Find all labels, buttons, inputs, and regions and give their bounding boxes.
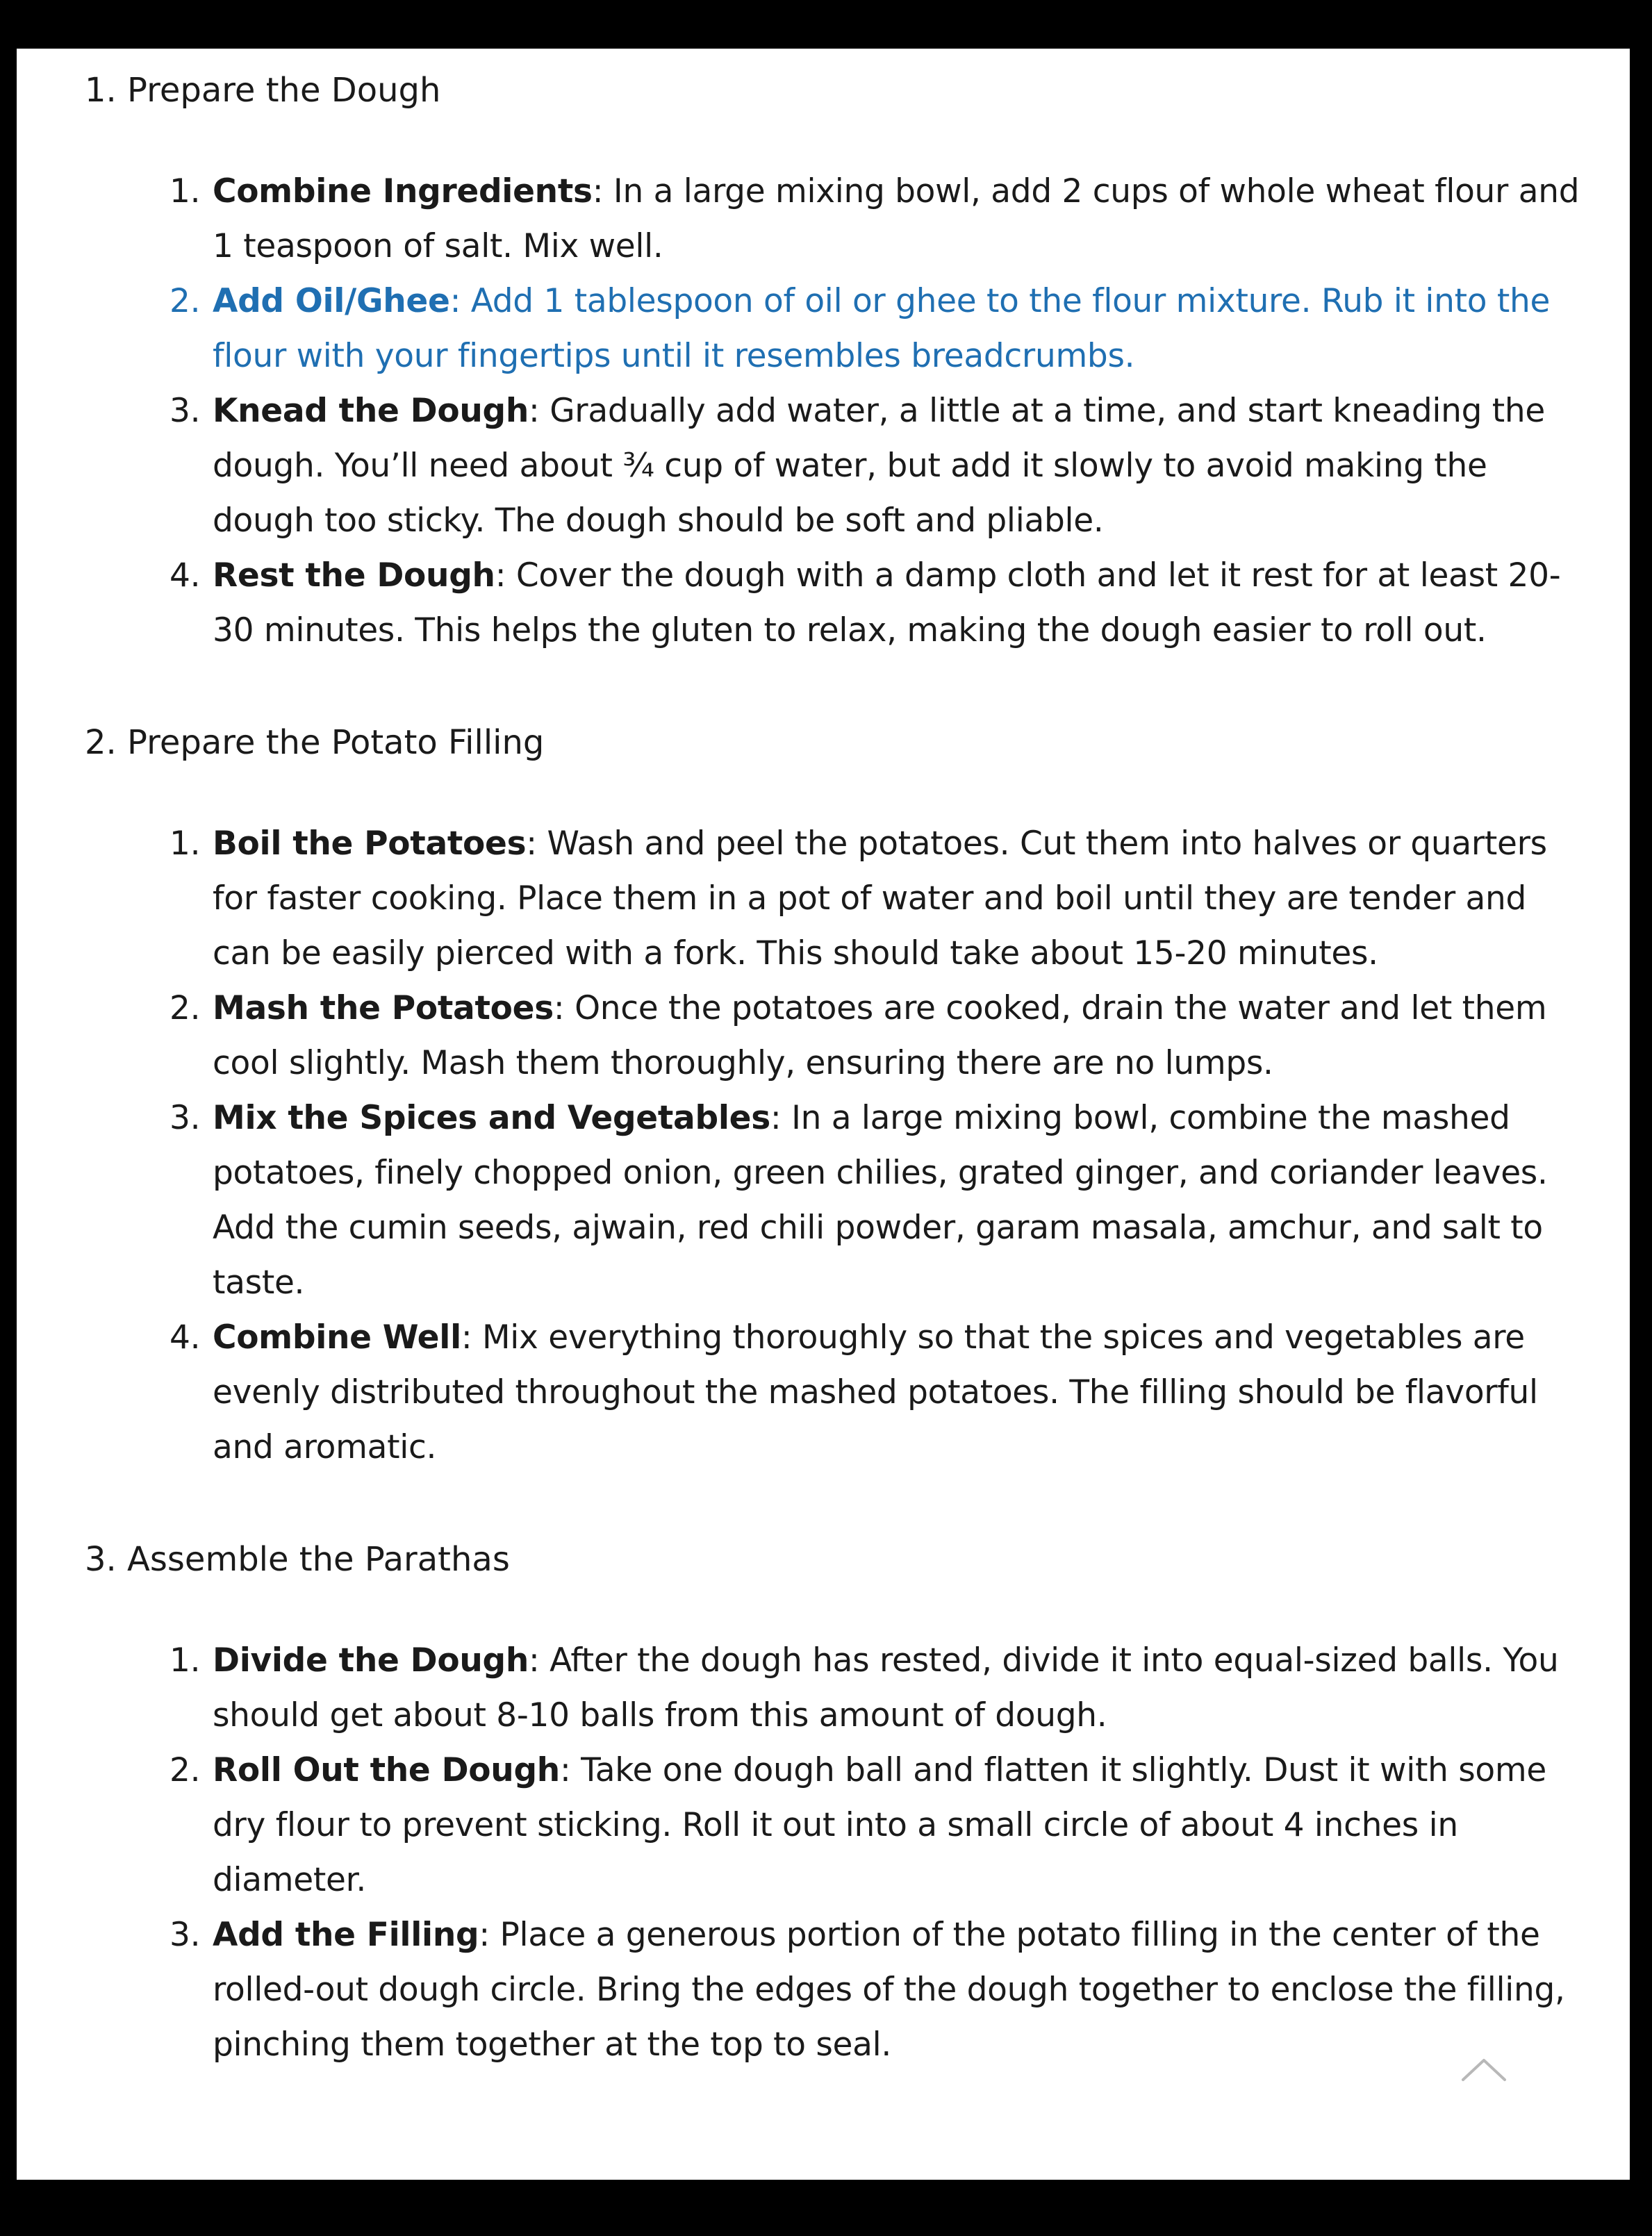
step-number: 2. bbox=[170, 1751, 201, 1789]
step-name: Divide the Dough bbox=[213, 1641, 529, 1680]
step-text: : Wash and peel the potatoes. Cut them into halves or quarters for faster cooking. Place them in a pot of water and boil until they are tender and can be easily pierced with a fork. This should take about 15-20 minutes. bbox=[213, 825, 1547, 972]
step-text: : Cover the dough with a damp cloth and let it rest for at least 20-30 minutes. This helps the gluten to relax, making the dough easier to roll out. bbox=[213, 556, 1561, 649]
step-number: 1. bbox=[170, 1641, 201, 1680]
step-number: 2. bbox=[170, 989, 201, 1027]
step-text: : In a large mixing bowl, add 2 cups of whole wheat flour and 1 teaspoon of salt. Mix well. bbox=[213, 172, 1580, 265]
list-item bbox=[170, 1907, 1592, 2072]
step-name: Mix the Spices and Vegetables bbox=[213, 1099, 770, 1137]
step-name: Combine Ingredients bbox=[213, 172, 593, 210]
step-name: Mash the Potatoes bbox=[213, 989, 554, 1027]
step-number: 3. bbox=[170, 1916, 201, 1954]
list-item bbox=[170, 274, 1592, 383]
step-name: Add the Filling bbox=[213, 1916, 479, 1954]
step-name: Knead the Dough bbox=[213, 392, 529, 430]
step-text: : Take one dough ball and flatten it slightly. Dust it with some dry flour to prevent sticking. Roll it out into a small circle of about 4 inches in diameter. bbox=[213, 1751, 1546, 1899]
chevron-up-icon bbox=[1456, 2049, 1512, 2091]
step-text: : Mix everything thoroughly so that the spices and vegetables are evenly distributed throughout the mashed potatoes. The filling should be flavorful and aromatic. bbox=[213, 1318, 1538, 1466]
step-number: 4. bbox=[170, 556, 201, 595]
step-text: : Place a generous portion of the potato filling in the center of the rolled-out dough circle. Bring the edges of the dough together to enclose the filling, pinching them together at the top to seal. bbox=[213, 1916, 1565, 2064]
step-text: : After the dough has rested, divide it into equal-sized balls. You should get about 8-10 balls from this amount of dough. bbox=[213, 1641, 1559, 1734]
list-item bbox=[170, 1091, 1592, 1310]
step-text: : In a large mixing bowl, combine the mashed potatoes, finely chopped onion, green chilies, grated ginger, and coriander leaves. Add the cumin seeds, ajwain, red chili powder, garam masala, amchur, and salt to taste. bbox=[213, 1099, 1548, 1302]
section-title: 3. Assemble the Parathas bbox=[85, 1540, 510, 1579]
list-item bbox=[170, 1743, 1592, 1907]
list-item bbox=[170, 1633, 1592, 1743]
step-name: Rest the Dough bbox=[213, 556, 495, 595]
step-name: Boil the Potatoes bbox=[213, 825, 527, 863]
step-list bbox=[85, 1633, 1592, 2072]
list-item bbox=[170, 981, 1592, 1091]
list-item bbox=[170, 1310, 1592, 1475]
section-title: 2. Prepare the Potato Filling bbox=[85, 723, 545, 762]
step-number: 1. bbox=[170, 172, 201, 210]
list-item bbox=[170, 383, 1592, 548]
step-list bbox=[85, 164, 1592, 658]
scroll-to-top-button[interactable] bbox=[1456, 2049, 1512, 2091]
step-name: Combine Well bbox=[213, 1318, 461, 1357]
list-item bbox=[170, 164, 1592, 274]
step-text: : Add 1 tablespoon of oil or ghee to the flour mixture. Rub it into the flour with your fingertips until it resembles breadcrumbs. bbox=[213, 282, 1551, 375]
list-item bbox=[170, 548, 1592, 658]
step-text: : Once the potatoes are cooked, drain the water and let them cool slightly. Mash them thoroughly, ensuring there are no lumps. bbox=[213, 989, 1547, 1082]
step-number: 2. bbox=[170, 282, 201, 320]
page bbox=[17, 49, 1630, 2180]
step-number: 3. bbox=[170, 1099, 201, 1137]
step-name: Add Oil/Ghee bbox=[213, 282, 450, 320]
step-number: 4. bbox=[170, 1318, 201, 1357]
recipe-content bbox=[85, 63, 1592, 2129]
section-title: 1. Prepare the Dough bbox=[85, 71, 441, 110]
step-text: : Gradually add water, a little at a time, and start kneading the dough. You’ll need about ¾ cup of water, but add it slowly to avoid making the dough too sticky. The dough should be soft and pliable. bbox=[213, 392, 1546, 540]
step-number: 1. bbox=[170, 825, 201, 863]
list-item bbox=[170, 816, 1592, 981]
step-name: Roll Out the Dough bbox=[213, 1751, 560, 1789]
step-number: 3. bbox=[170, 392, 201, 430]
step-list bbox=[85, 816, 1592, 1475]
